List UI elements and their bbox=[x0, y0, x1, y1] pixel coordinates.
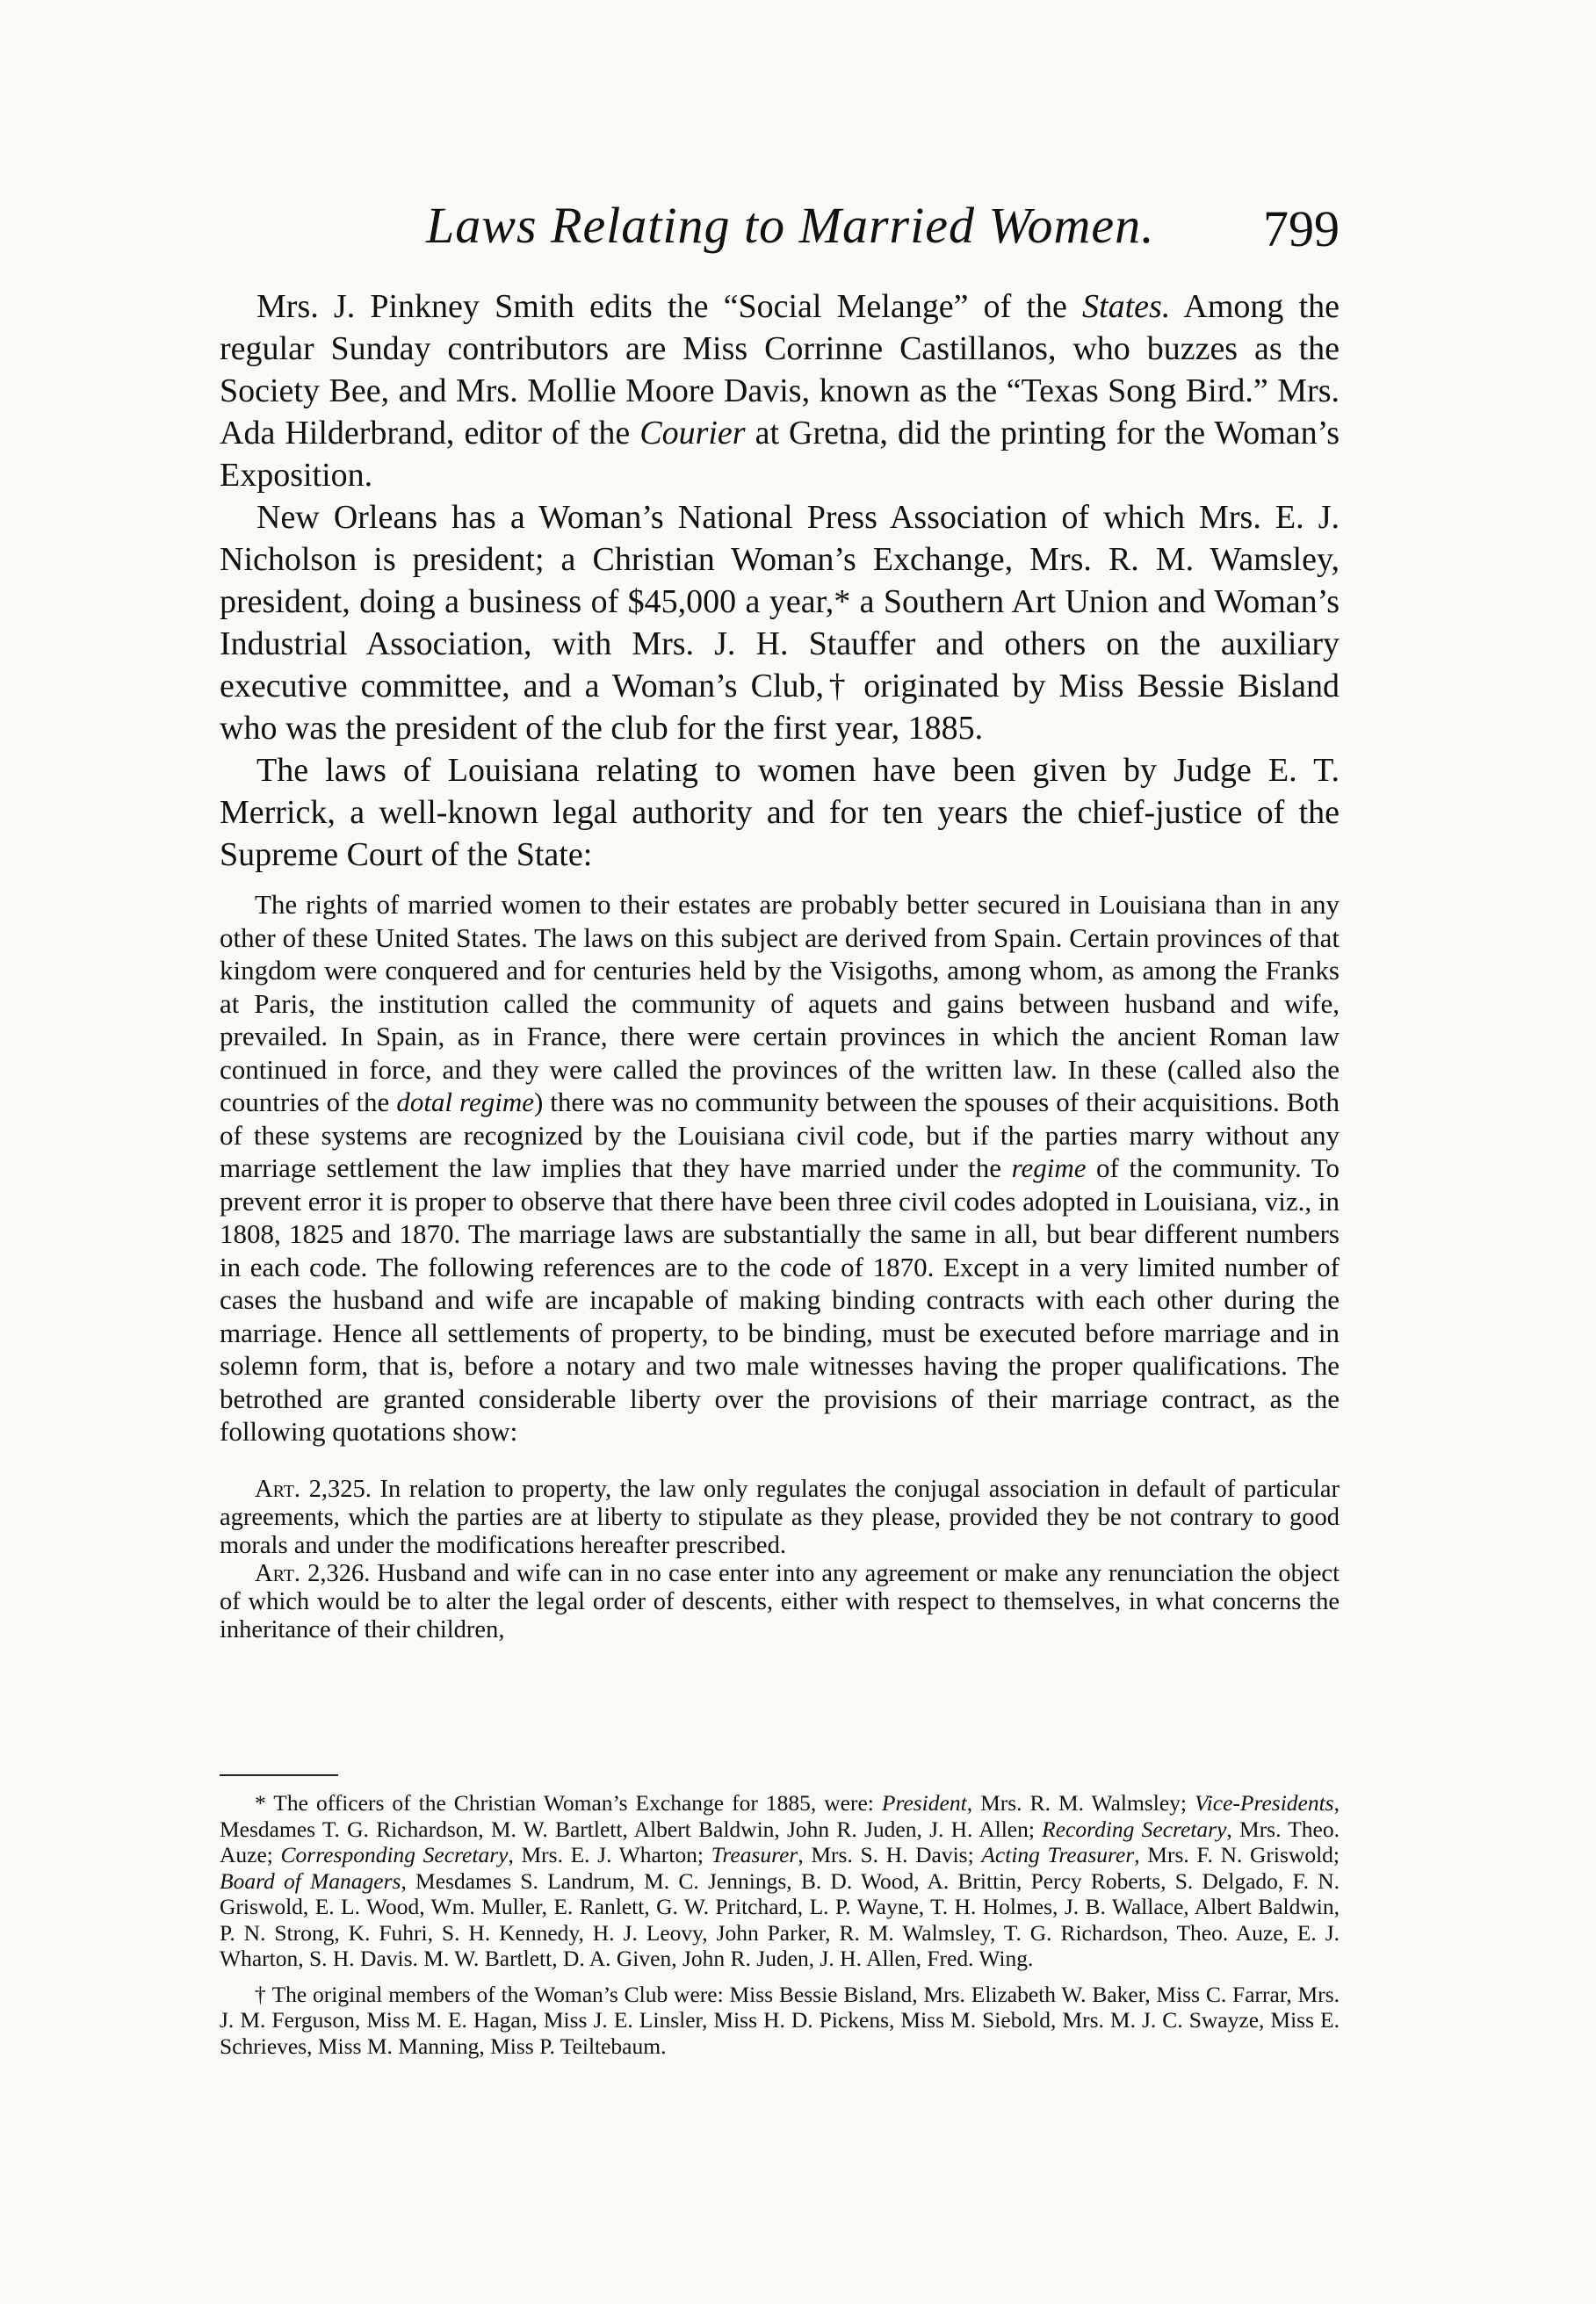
quoted-legal-opinion: The rights of married women to their estates are probably better secured in Louisiana than in any other of these United States. The laws on this subject are derived from Spain. Certain provinces of that kingdom were conquered and for centuries held by the Visigoths, among whom, as among the Franks at Paris, the institution called the community of aquets and gains between husband and wife, prevailed. In Spain, as in France, there were certain provinces in which the ancient Roman law continued in force, and they were called the provinces of the written law. In these (called also the countries of the dotal regime) there was no community between the spouses of their acquisitions. Both of these systems are recognized by the Louisiana civil code, but if the parties marry without any marriage settlement the law implies that they have married under the regime of the community. To prevent error it is proper to observe that there have been three civil codes adopted in Louisiana, viz., in 1808, 1825 and 1870. The marriage laws are substantially the same in all, but bear different numbers in each code. The following references are to the code of 1870. Except in a very limited number of cases the husband and wife are incapable of making binding contracts with each other during the marriage. Hence all settlements of property, to be binding, must be executed before marriage and in solemn form, that is, before a notary and two male witnesses having the proper qualifications. The betrothed are granted considerable liberty over the provisions of their marriage contract, as the following quotations show: bbox=[220, 889, 1340, 1447]
main-text bbox=[220, 285, 1340, 1644]
paragraph-new-orleans: New Orleans has a Woman’s National Press Association of which Mrs. E. J. Nicholson is president; a Christian Woman’s Exchange, Mrs. R. M. Wamsley, president, doing a business of $45,000 a year,* a Southern Art Union and Woman’s Industrial Association, with Mrs. J. H. Stauffer and others on the auxiliary executive committee, and a Woman’s Club,† originated by Miss Bessie Bisland who was the president of the club for the first year, 1885. bbox=[220, 499, 1340, 747]
footnotes bbox=[220, 1790, 1340, 2069]
footnote-asterisk: * The officers of the Christian Woman’s Exchange for 1885, were: President, Mrs. R. M. Walmsley; Vice-Presidents, Mesdames T. G. Richardson, M. W. Bartlett, Albert Baldwin, John R. Juden, J. H. Allen; Recording Secretary, Mrs. Theo. Auze; Corresponding Secretary, Mrs. E. J. Wharton; Treasurer, Mrs. S. H. Davis; Acting Treasurer, Mrs. F. N. Griswold; Board of Managers, Mesdames S. Landrum, M. C. Jennings, B. D. Wood, A. Brittin, Percy Roberts, S. Delgado, F. N. Griswold, E. L. Wood, Wm. Muller, E. Ranlett, G. W. Pritchard, L. P. Wayne, T. H. Holmes, J. B. Wallace, Albert Baldwin, P. N. Strong, K. Fuhri, S. H. Kennedy, H. J. Leovy, John Parker, R. M. Walmsley, T. G. Richardson, Theo. Auze, E. J. Wharton, S. H. Davis. M. W. Bartlett, D. A. Given, John R. Juden, J. H. Allen, Fred. Wing. bbox=[220, 1790, 1340, 1971]
article-2326: Art. 2,326. Husband and wife can in no case enter into any agreement or make any renunciation the object of which would be to alter the legal order of descents, either with respect to themselves, in what concerns the inheritance of their children, bbox=[220, 1559, 1340, 1643]
article-2325: Art. 2,325. In relation to property, the law only regulates the conjugal association in default of particular agreements, which the parties are at liberty to stipulate as they please, provided they be not contrary to good morals and under the modifications hereafter prescribed. bbox=[220, 1475, 1340, 1559]
article-label: Art. 2,325. bbox=[255, 1475, 372, 1503]
page-number: 799 bbox=[1263, 200, 1340, 257]
page-header bbox=[426, 195, 1340, 265]
footnote-dagger: † The original members of the Woman’s Club were: Miss Bessie Bisland, Mrs. Elizabeth W. Baker, Miss C. Farrar, Mrs. J. M. Ferguson, Miss M. E. Hagan, Miss J. E. Linsler, Miss H. D. Pickens, Miss M. Siebold, Mrs. M. J. C. Swayze, Miss E. Schrieves, Miss M. Manning, Miss P. Teiltebaum. bbox=[220, 1981, 1340, 2059]
running-title: Laws Relating to Married Women. bbox=[426, 197, 1155, 254]
paragraph-laws-intro: The laws of Louisiana relating to women have been given by Judge E. T. Merrick, a well-known legal authority and for ten years the chief-justice of the Supreme Court of the State: bbox=[220, 752, 1340, 873]
paragraph-social-melange: Mrs. J. Pinkney Smith edits the “Social Melange” of the States. Among the regular Sunday contributors are Miss Corrinne Castillanos, who buzzes as the Society Bee, and Mrs. Mollie Moore Davis, known as the “Texas Song Bird.” Mrs. Ada Hilderbrand, editor of the Courier at Gretna, did the printing for the Woman’s Exposition. bbox=[220, 288, 1340, 494]
article-label: Art. 2,326. bbox=[255, 1559, 371, 1587]
footnote-divider bbox=[220, 1774, 338, 1776]
